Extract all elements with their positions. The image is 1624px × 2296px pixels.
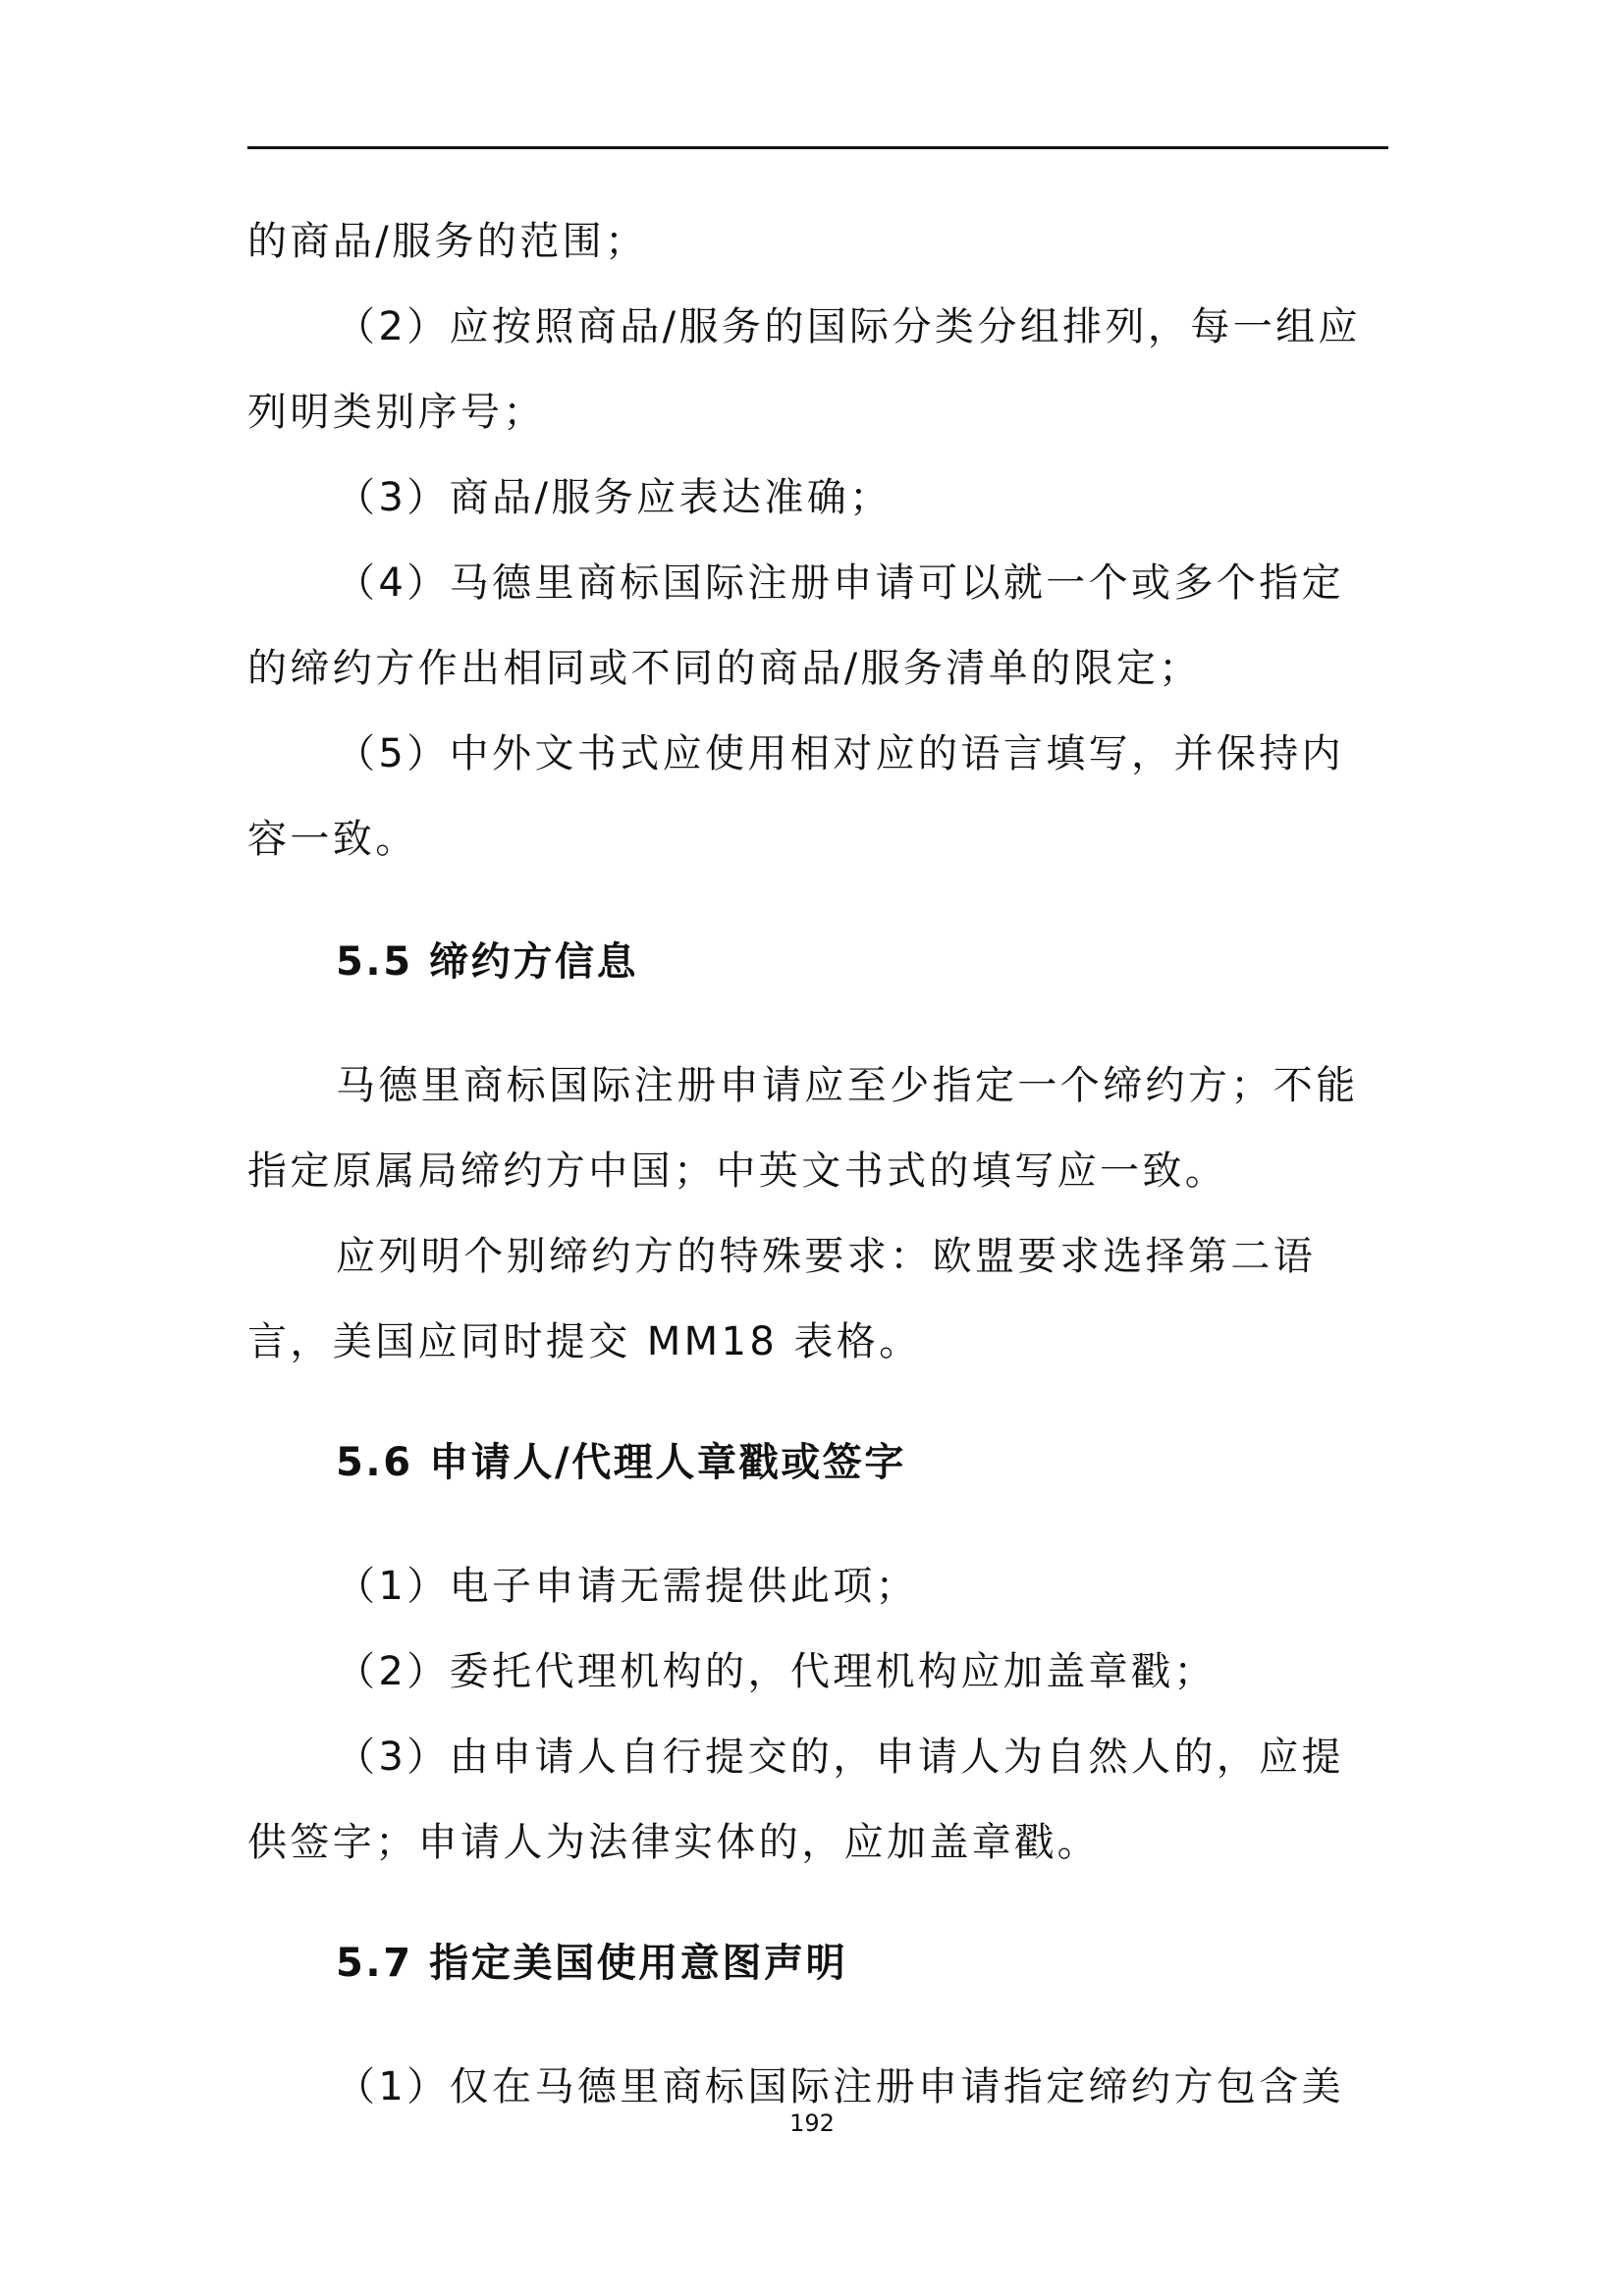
- paragraph-line: 容一致。: [247, 817, 418, 862]
- paragraph-line: （2）委托代理机构的，代理机构应加盖章戳；: [336, 1649, 1217, 1694]
- paragraph-line: （4）马德里商标国际注册申请可以就一个或多个指定: [336, 561, 1345, 606]
- paragraph-line: 供签字；申请人为法律实体的，应加盖章戳。: [247, 1820, 1100, 1865]
- paragraph-line: 的缔约方作出相同或不同的商品/服务清单的限定；: [247, 646, 1202, 691]
- section-heading-5-7: 5.7 指定美国使用意图声明: [336, 1941, 848, 1986]
- paragraph-line: 的商品/服务的范围；: [247, 219, 648, 264]
- paragraph-line: （3）由申请人自行提交的，申请人为自然人的，应提: [336, 1735, 1345, 1780]
- paragraph-line: （2）应按照商品/服务的国际分类分组排列，每一组应: [336, 304, 1361, 349]
- paragraph-line: （3）商品/服务应表达准确；: [336, 475, 893, 520]
- paragraph-line: 应列明个别缔约方的特殊要求：欧盟要求选择第二语: [336, 1234, 1317, 1279]
- paragraph-line: 言，美国应同时提交 MM18 表格。: [247, 1319, 922, 1364]
- page-number: 192: [789, 2109, 835, 2137]
- section-heading-5-6: 5.6 申请人/代理人章戳或签字: [336, 1440, 906, 1485]
- header-rule: [247, 146, 1388, 149]
- paragraph-line: （1）仅在马德里商标国际注册申请指定缔约方包含美: [336, 2064, 1345, 2109]
- paragraph-line: （5）中外文书式应使用相对应的语言填写，并保持内: [336, 731, 1345, 776]
- paragraph-line: （1）电子申请无需提供此项；: [336, 1564, 919, 1609]
- paragraph-line: 列明类别序号；: [247, 390, 546, 435]
- paragraph-line: 指定原属局缔约方中国；中英文书式的填写应一致。: [247, 1148, 1228, 1194]
- paragraph-line: 马德里商标国际注册申请应至少指定一个缔约方；不能: [336, 1063, 1359, 1108]
- section-heading-5-5: 5.5 缔约方信息: [336, 939, 639, 985]
